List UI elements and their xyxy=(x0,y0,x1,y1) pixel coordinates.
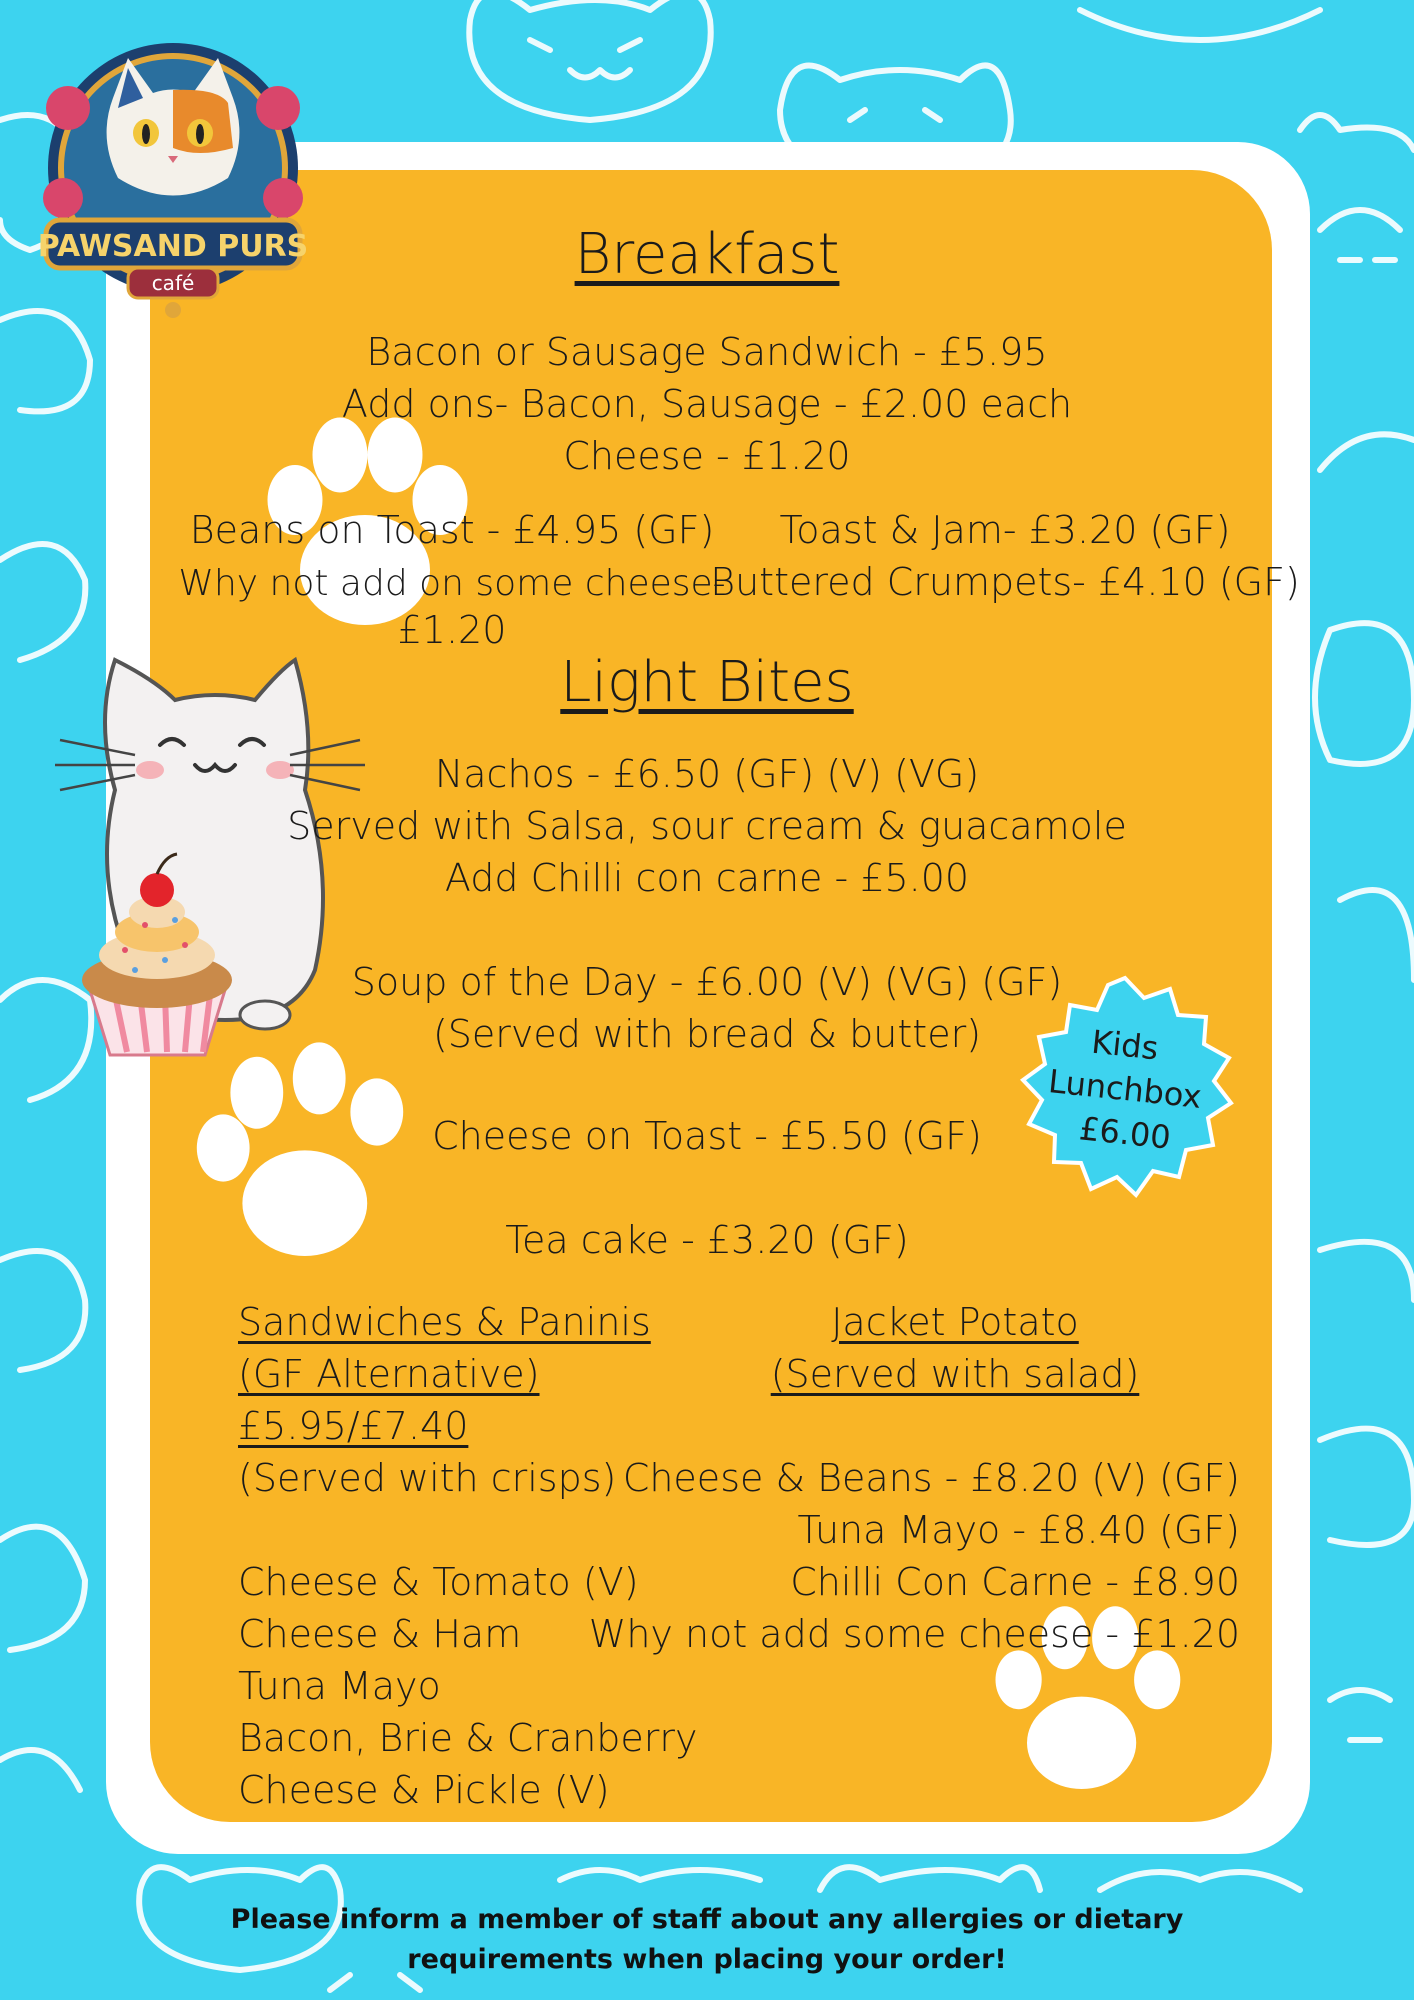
kids-badge-price: £6.00 xyxy=(1077,1109,1173,1157)
breakfast-heading: Breakfast xyxy=(574,222,840,287)
sandwich-item: Tuna Mayo xyxy=(238,1664,441,1708)
jacket-item: Why not add some cheese - £1.20 xyxy=(588,1612,1240,1656)
jacket-potato-subheading: (Served with salad) xyxy=(770,1352,1140,1396)
menu-item: Beans on Toast - £4.95 (GF) xyxy=(189,508,715,552)
menu-item: Bacon or Sausage Sandwich - £5.95 xyxy=(366,330,1048,374)
menu-item-note: Add Chilli con carne - £5.00 xyxy=(444,856,970,900)
menu-item: Tea cake - £3.20 (GF) xyxy=(505,1218,909,1262)
allergy-notice-line: Please inform a member of staff about any allergies or dietary xyxy=(230,1904,1184,1935)
jacket-potato-heading: Jacket Potato xyxy=(831,1300,1079,1344)
menu-item: Buttered Crumpets- £4.10 (GF) xyxy=(710,560,1300,604)
allergy-notice-line: requirements when placing your order! xyxy=(407,1944,1007,1975)
menu-item: Toast & Jam- £3.20 (GF) xyxy=(779,508,1231,552)
menu-item-note: (Served with bread & butter) xyxy=(432,1012,982,1056)
sandwiches-price: £5.95/£7.40 xyxy=(238,1404,469,1448)
cat-cupcake-illustration xyxy=(55,650,365,1070)
menu-item: Nachos - £6.50 (GF) (V) (VG) xyxy=(434,752,980,796)
cafe-logo xyxy=(28,28,318,318)
menu-item: Soup of the Day - £6.00 (V) (VG) (GF) xyxy=(351,960,1063,1004)
paw-print-icon xyxy=(180,1040,420,1280)
kids-badge-label: Kids xyxy=(1089,1022,1161,1068)
menu-item: Add ons- Bacon, Sausage - £2.00 each xyxy=(341,382,1073,426)
sandwiches-note: (Served with crisps) xyxy=(238,1456,617,1500)
sandwich-item: Cheese & Ham xyxy=(238,1612,522,1656)
menu-item-note: Served with Salsa, sour cream & guacamole xyxy=(287,804,1127,848)
sandwiches-subheading: (GF Alternative) xyxy=(238,1352,540,1396)
menu-item: Cheese on Toast - £5.50 (GF) xyxy=(432,1114,982,1158)
jacket-item: Tuna Mayo - £8.40 (GF) xyxy=(797,1508,1240,1552)
light-bites-heading: Light Bites xyxy=(560,650,854,715)
sandwich-item: Cheese & Tomato (V) xyxy=(238,1560,639,1604)
logo-subtitle: café xyxy=(151,271,195,295)
kids-badge-label: Lunchbox xyxy=(1046,1062,1204,1116)
menu-item: Cheese - £1.20 xyxy=(563,434,851,478)
allergy-notice xyxy=(207,1900,1207,1980)
sandwiches-heading: Sandwiches & Paninis xyxy=(238,1300,651,1344)
jacket-item: Cheese & Beans - £8.20 (V) (GF) xyxy=(622,1456,1240,1500)
sandwich-item: Bacon, Brie & Cranberry xyxy=(238,1716,698,1760)
jacket-item: Chilli Con Carne - £8.90 xyxy=(790,1560,1240,1604)
sandwich-item: Cheese & Pickle (V) xyxy=(238,1768,610,1812)
menu-item-note: Why not add on some cheese- xyxy=(178,563,726,604)
menu-item-note: £1.20 xyxy=(397,608,507,652)
logo-name: PAWSAND PURS xyxy=(37,229,309,264)
